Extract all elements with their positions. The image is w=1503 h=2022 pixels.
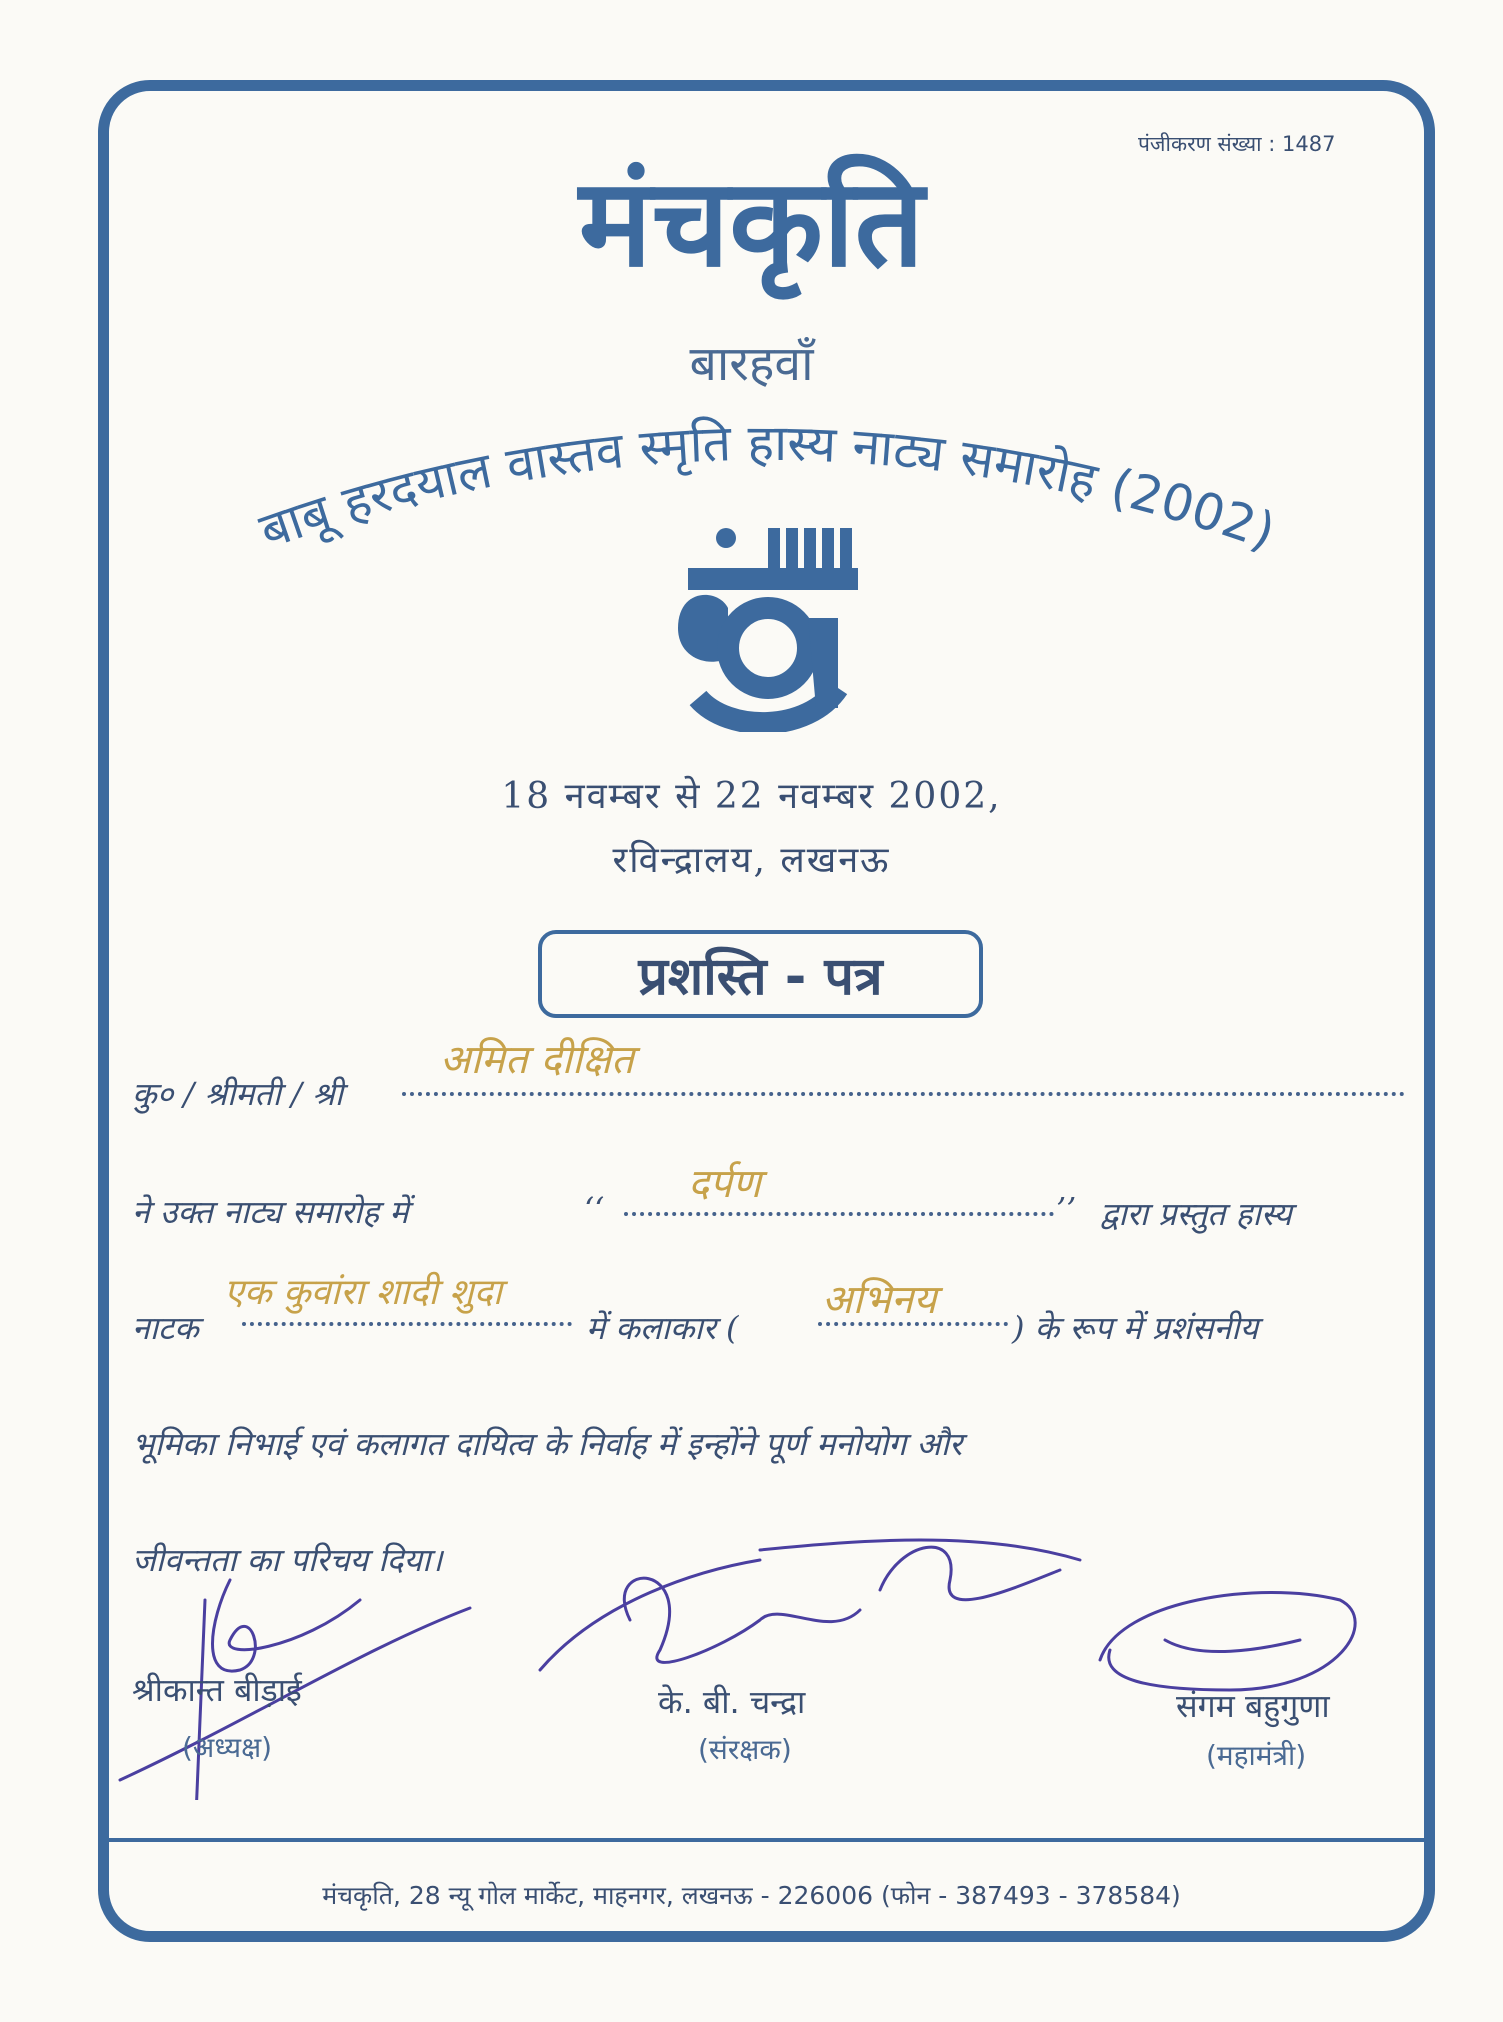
- signature-patron: [540, 1540, 1080, 1670]
- signatory-president-name: श्रीकान्त बीड़ाई: [132, 1671, 302, 1709]
- open-quote: ‘‘: [584, 1190, 605, 1228]
- certificate-heading-text: प्रशस्ति - पत्र: [638, 946, 883, 1007]
- salutation-label: कु० / श्रीमती / श्री: [132, 1075, 344, 1113]
- event-dates: 18 नवम्बर से 22 नवम्बर 2002,: [501, 776, 1002, 817]
- signatory-president-role: (अध्यक्ष): [182, 1731, 273, 1764]
- signatory-patron-name: के. बी. चन्द्रा: [658, 1683, 806, 1721]
- signatory-secretary-role: (महामंत्री): [1206, 1739, 1307, 1772]
- signature-secretary: [1100, 1593, 1355, 1691]
- line3-mid: में कलाकार (: [586, 1309, 739, 1347]
- signatory-patron-role: (संरक्षक): [698, 1733, 792, 1766]
- registration-number: पंजीकरण संख्या : 1487: [1138, 132, 1336, 156]
- role-name: अभिनय: [822, 1277, 937, 1323]
- line3-prefix: नाटक: [132, 1309, 199, 1347]
- event-venue: रविन्द्रालय, लखनऊ: [612, 840, 891, 881]
- signatory-secretary-name: संगम बहुगुणा: [1176, 1687, 1330, 1725]
- line3-suffix: ) के रूप में प्रशंसनीय: [1012, 1309, 1259, 1347]
- footer-address: मंचकृति, 28 न्यू गोल मार्केट, माहनगर, लखनऊ - 226006 (फोन - 387493 - 378584): [322, 1881, 1181, 1910]
- play-name: एक कुवांरा शादी शुदा: [224, 1272, 503, 1313]
- line2-prefix: ने उक्त नाट्य समारोह में: [132, 1193, 409, 1231]
- festival-title: बाबू हरदयाल वास्तव स्मृति हास्य नाट्य समारोह (2002): [252, 413, 1283, 562]
- line2-suffix: द्वारा प्रस्तुत हास्य: [1100, 1195, 1292, 1233]
- recipient-name: अमित दीक्षित: [440, 1037, 634, 1083]
- line4-text: भूमिका निभाई एवं कलागत दायित्व के निर्वाह में इन्होंने पूर्ण मनोयोग और: [132, 1425, 963, 1463]
- close-quote: ’’: [1056, 1190, 1077, 1228]
- org-title: मंचकृति: [578, 152, 925, 294]
- ordinal-label: बारहवाँ: [689, 336, 814, 392]
- line5-text: जीवन्तता का परिचय दिया।: [132, 1541, 443, 1579]
- footer-divider: [108, 1838, 1426, 1842]
- group-name: दर्पण: [688, 1161, 761, 1207]
